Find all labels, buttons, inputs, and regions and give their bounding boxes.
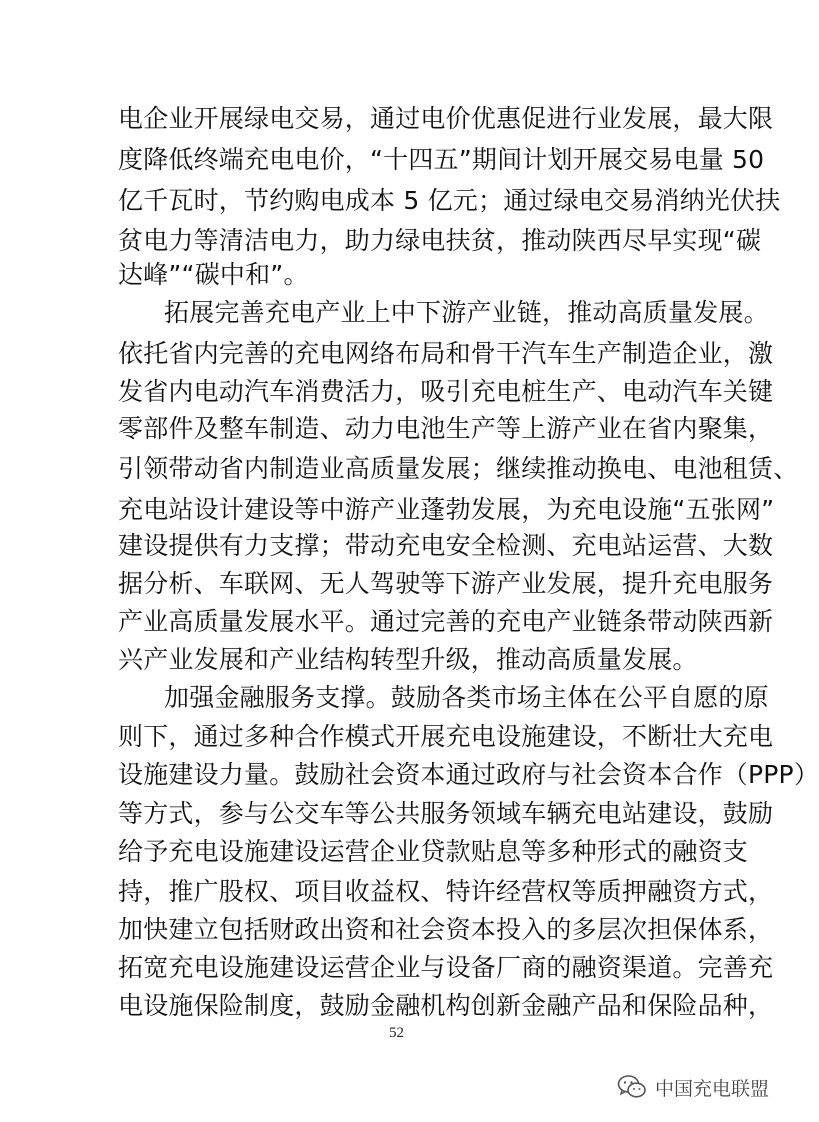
text-line: 等方式，参与公交车等公共服务领域车辆充电站建设，鼓励 [118, 799, 774, 828]
watermark [617, 1072, 769, 1102]
text-line: 产业高质量发展水平。通过完善的充电产业链条带动陕西新 [118, 607, 774, 636]
text-line: 达峰”“碳中和”。 [118, 260, 309, 289]
text-line: 依托省内完善的充电网络布局和骨干汽车生产制造企业，激 [118, 339, 774, 368]
text-line: 贫电力等清洁电力，助力绿电扶贫，推动陕西尽早实现“碳 [118, 226, 762, 255]
text-line: 兴产业发展和产业结构转型升级，推动高质量发展。 [118, 645, 698, 674]
text-line: 发省内电动汽车消费活力，吸引充电桩生产、电动汽车关键 [118, 377, 774, 406]
text-line: 引领带动省内制造业高质量发展；继续推动换电、电池租赁、 [118, 454, 799, 483]
paragraph-heading-line: 加强金融服务支撑。鼓励各类市场主体在公平自愿的原 [164, 683, 769, 712]
text-line: 亿千瓦时，节约购电成本 5 亿元；通过绿电交易消纳光伏扶 [118, 186, 781, 215]
text-line: 度降低终端充电电价，“十四五”期间计划开展交易电量 50 [118, 145, 765, 174]
wechat-icon [617, 1074, 647, 1100]
text-line: 持，推广股权、项目收益权、特许经营权等质押融资方式， [118, 877, 774, 906]
text-line: 充电站设计建设等中游产业蓬勃发展，为充电设施“五张网” [118, 495, 775, 524]
text-line: 电企业开展绿电交易，通过电价优惠促进行业发展，最大限 [118, 104, 774, 133]
text-line: 设施建设力量。鼓励社会资本通过政府与社会资本合作（PPP） [118, 760, 819, 789]
page-number: 52 [389, 1025, 404, 1041]
text-line: 电设施保险制度，鼓励金融机构创新金融产品和保险品种， [118, 991, 774, 1020]
watermark-text: 中国充电联盟 [654, 1077, 769, 1100]
text-line: 建设提供有力支撑；带动充电安全检测、充电站运营、大数 [118, 531, 774, 560]
text-line: 据分析、车联网、无人驾驶等下游产业发展，提升充电服务 [118, 569, 774, 598]
text-line: 零部件及整车制造、动力电池生产等上游产业在省内聚集， [118, 414, 774, 443]
paragraph-heading-line: 拓展完善充电产业上中下游产业链，推动高质量发展。 [164, 298, 769, 327]
text-line: 则下，通过多种合作模式开展充电设施建设，不断壮大充电 [118, 722, 774, 751]
text-line: 拓宽充电设施建设运营企业与设备厂商的融资渠道。完善充 [118, 953, 774, 982]
text-line: 给予充电设施建设运营企业贷款贴息等多种形式的融资支 [118, 837, 749, 866]
text-line: 加快建立包括财政出资和社会资本投入的多层次担保体系， [118, 915, 774, 944]
